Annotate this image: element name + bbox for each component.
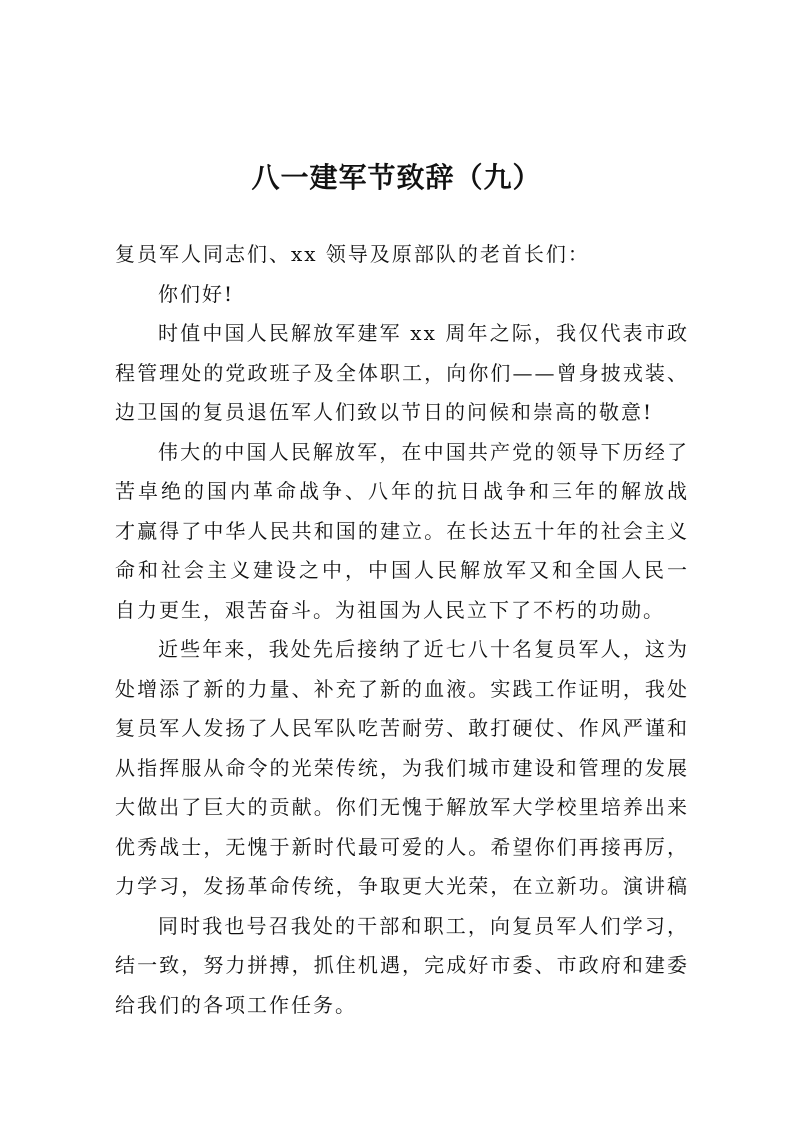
text-line: 大做出了巨大的贡献。你们无愧于解放军大学校里培养出来 xyxy=(115,795,689,819)
text-line: 力学习，发扬革命传统，争取更大光荣，在立新功。演讲稿 xyxy=(115,874,689,898)
text-line: 复员军人同志们、xx 领导及原部队的老首长们： xyxy=(115,242,590,266)
text-line: 苦卓绝的国内革命战争、八年的抗日战争和三年的解放战 xyxy=(115,479,689,503)
paragraph xyxy=(115,275,689,315)
text-line: 程管理处的党政班子及全体职工，向你们——曾身披戎装、 xyxy=(115,360,689,385)
document-title: 八一建军节致辞（九） xyxy=(251,161,542,194)
text-line: 给我们的各项工作任务。 xyxy=(115,992,357,1017)
text-line: 复员军人发扬了人民军队吃苦耐劳、敢打硬仗、作风严谨和 xyxy=(115,716,689,740)
paragraph xyxy=(115,630,689,907)
text-line: 从指挥服从命令的光荣传统，为我们城市建设和管理的发展 xyxy=(115,755,689,780)
paragraph xyxy=(115,433,689,631)
document-body xyxy=(115,235,689,1025)
text-line: 才赢得了中华人民共和国的建立。在长达五十年的社会主义 xyxy=(115,518,689,543)
paragraph xyxy=(115,907,689,1026)
text-line: 结一致，努力拼搏，抓住机遇，完成好市委、市政府和建委 xyxy=(115,953,689,977)
text-line: 伟大的中国人民解放军，在中国共产党的领导下历经了 xyxy=(158,439,689,464)
text-line: 优秀战士，无愧于新时代最可爱的人。希望你们再接再厉， xyxy=(115,834,689,859)
text-line: 时值中国人民解放军建军 xx 周年之际，我仅代表市政 xyxy=(158,321,689,345)
text-line: 命和社会主义建设之中，中国人民解放军又和全国人民一 xyxy=(115,558,689,582)
text-line: 边卫国的复员退伍军人们致以节日的问候和崇高的敬意! xyxy=(115,400,654,424)
text-line: 同时我也号召我处的干部和职工，向复员军人们学习， xyxy=(158,913,689,938)
text-line: 你们好! xyxy=(158,281,235,306)
paragraph xyxy=(115,314,689,433)
text-line: 近些年来，我处先后接纳了近七八十名复员军人，这为 xyxy=(158,637,689,661)
text-line: 自力更生，艰苦奋斗。为祖国为人民立下了不朽的功勋。 xyxy=(115,597,665,622)
paragraph xyxy=(115,235,689,275)
text-line: 处增添了新的力量、补充了新的血液。实践工作证明，我处 xyxy=(115,676,689,701)
